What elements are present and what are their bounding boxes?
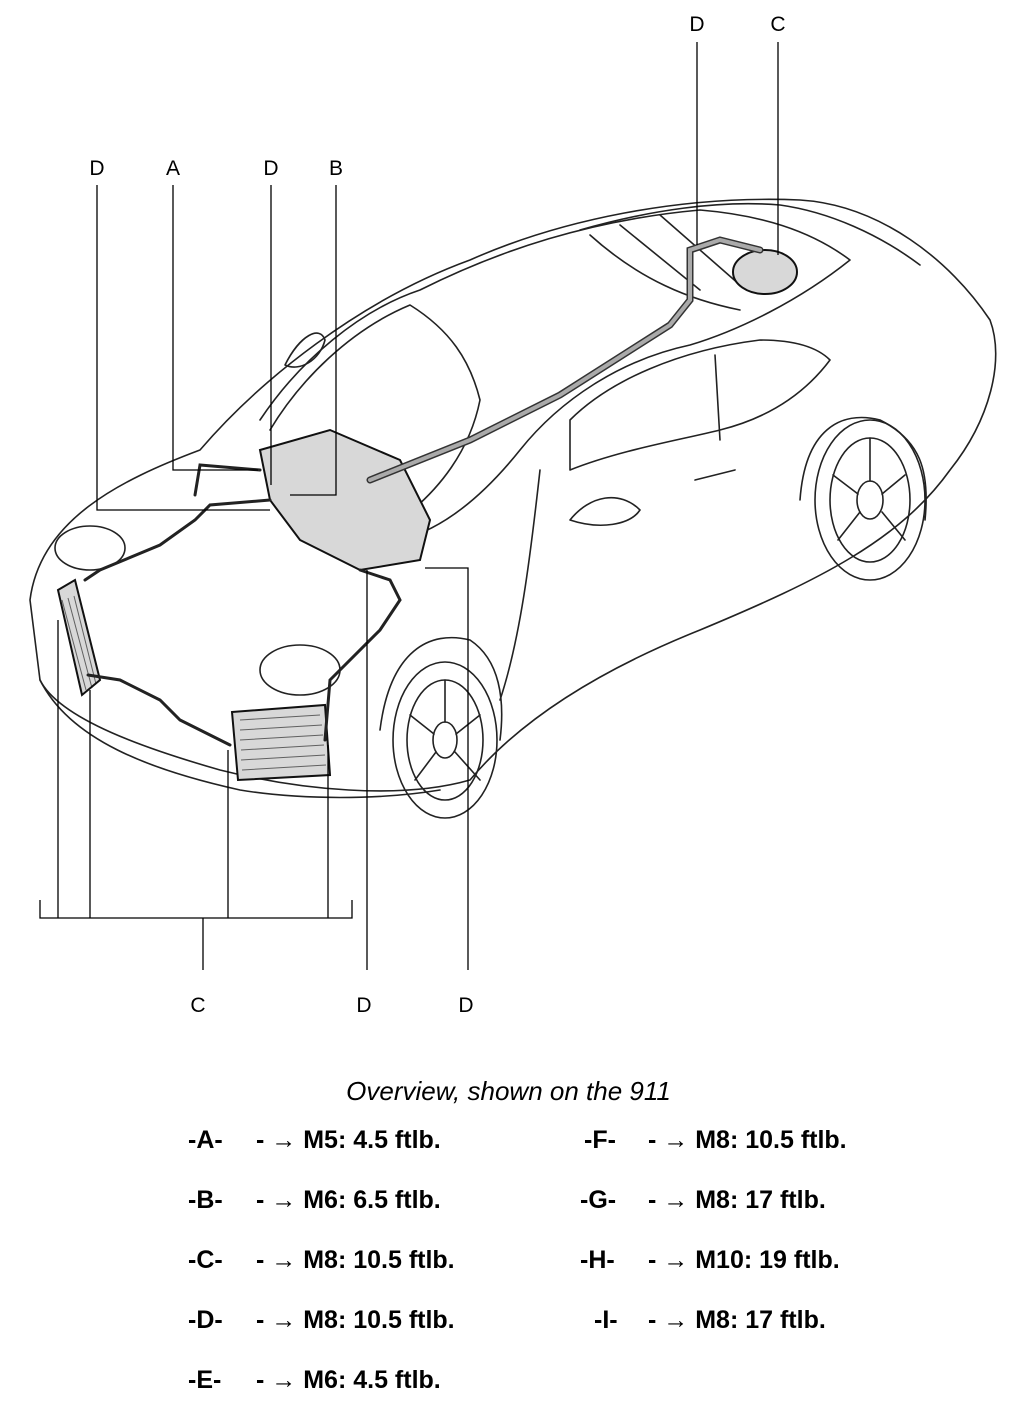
condenser-center [232,705,330,780]
spec-key-a: -A- [188,1126,223,1154]
callout-b: B [328,157,344,180]
callout-c-top: C [770,13,786,36]
spec-value-a: - → M5: 4.5 ftlb. [256,1126,441,1154]
callout-d-mid: D [263,157,279,180]
callout-d-top: D [689,13,705,36]
car-door-line [500,470,540,700]
ac-line-left [85,500,270,580]
door-mirror [570,498,640,526]
front-mirror [285,333,325,367]
spec-key-h: -H- [580,1246,615,1274]
callout-a: A [165,157,181,180]
spec-key-e: -E- [188,1366,222,1394]
spec-key-c: -C- [188,1246,223,1274]
spec-value-c: - → M8: 10.5 ftlb. [256,1246,455,1274]
callout-c-bottom: C [190,994,206,1017]
spec-value-e: - → M6: 4.5 ftlb. [256,1366,441,1394]
spec-value-h: - → M10: 19 ftlb. [648,1246,840,1274]
leader-d-left [97,185,270,510]
spec-value-b: - → M6: 6.5 ftlb. [256,1186,441,1214]
ac-unit [260,430,430,570]
callout-d-left: D [89,157,105,180]
callout-d-bottom-1: D [356,994,372,1017]
car-rear-grille [590,215,740,310]
spec-key-f: -F- [584,1126,616,1154]
spec-value-g: - → M8: 17 ftlb. [648,1186,826,1214]
car-side-window [570,340,830,470]
ac-line-front-a [88,675,230,745]
spec-value-f: - → M8: 10.5 ftlb. [648,1126,847,1154]
figure-caption: Overview, shown on the 911 [346,1076,671,1106]
front-wheel [393,662,497,818]
ac-line-long [370,240,760,480]
door-handle [695,470,735,480]
leader-d-bottom-2 [425,568,468,970]
ac-line-front-b [325,570,400,740]
spec-value-i: - → M8: 17 ftlb. [648,1306,826,1334]
spec-key-i: -I- [594,1306,618,1334]
car-door-pillar [715,355,720,440]
compressor [733,250,797,294]
spec-key-g: -G- [580,1186,617,1214]
car-body-outline [30,199,996,791]
rear-wheel [815,420,925,580]
callout-d-bottom-2: D [458,994,474,1017]
leader-a [173,185,258,470]
spec-key-d: -D- [188,1306,223,1334]
spec-key-b: -B- [188,1186,223,1214]
spec-value-d: - → M8: 10.5 ftlb. [256,1306,455,1334]
